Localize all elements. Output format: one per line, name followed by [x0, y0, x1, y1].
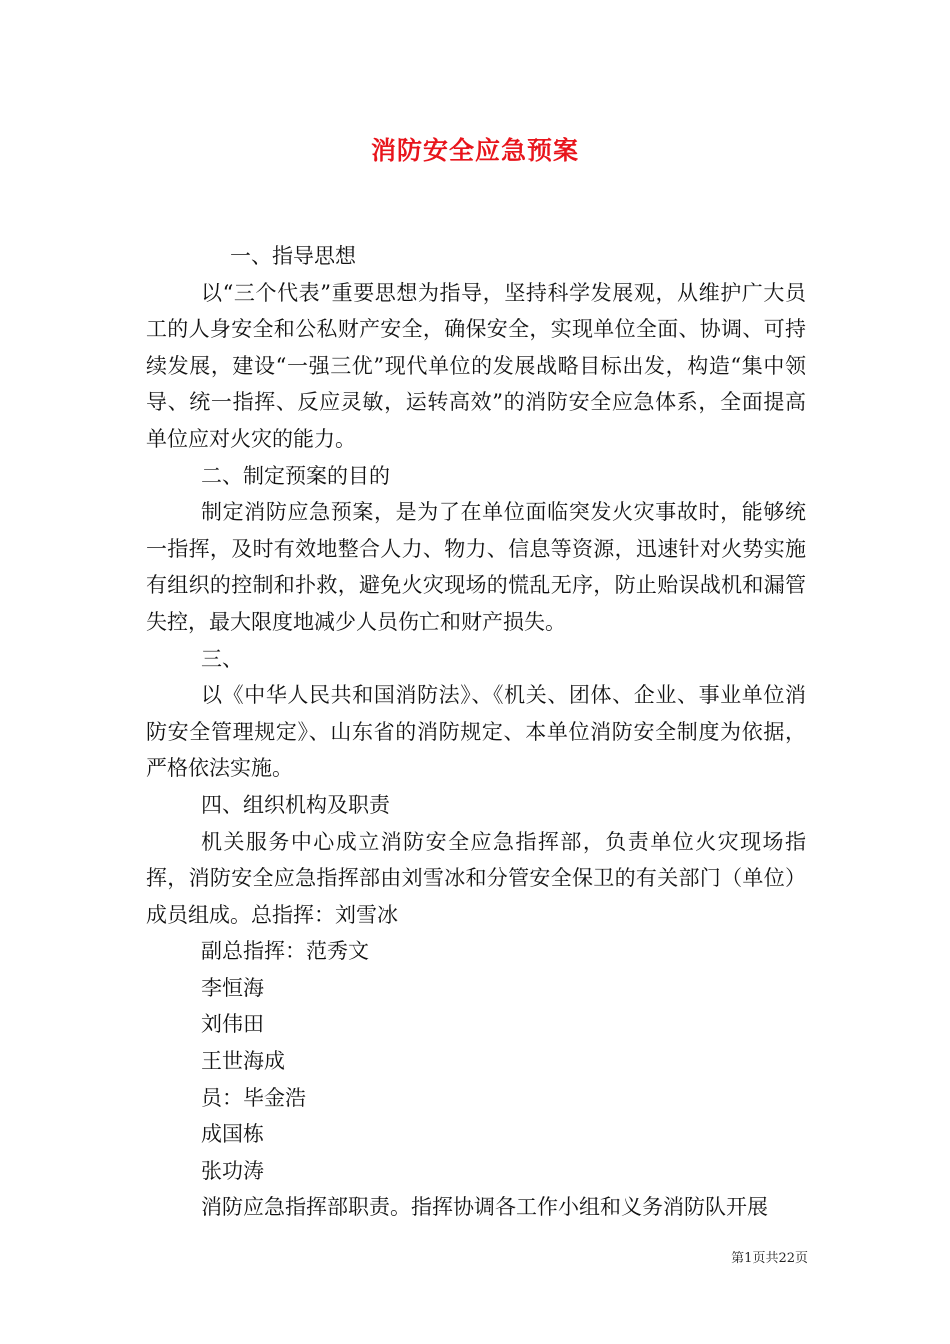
paragraph: 以《中华人民共和国消防法》、《机关、团体、企业、事业单位消防安全管理规定》、山东省的消防规定、本单位消防安全制度为依据，严格依法实施。 — [146, 683, 806, 781]
list-line: 张功涛 — [201, 1158, 264, 1183]
page-number: 第1页共22页 — [731, 1251, 808, 1266]
paragraph: 以“三个代表”重要思想为指导，坚持科学发展观，从维护广大员工的人身安全和公私财产安全，确保安全，实现单位全面、协调、可持续发展，建设“一强三优”现代单位的发展战略目标出发，构造“集中领导、统一指挥、反应灵敏，运转高效”的消防安全应急体系，全面提高单位应对火灾的能力。 — [146, 280, 806, 451]
list-line: 副总指挥：范秀文 — [201, 939, 369, 964]
document-body — [146, 238, 806, 1226]
list-line: 刘伟田 — [201, 1012, 264, 1037]
paragraph: 制定消防应急预案，是为了在单位面临突发火灾事故时，能够统一指挥，及时有效地整合人力、物力、信息等资源，迅速针对火势实施有组织的控制和扑救，避免火灾现场的慌乱无序，防止贻误战机和漏管失控，最大限度地减少人员伤亡和财产损失。 — [146, 500, 806, 634]
section-heading: 三、 — [201, 646, 243, 671]
section-heading: 一、指导思想 — [230, 244, 356, 268]
list-line: 李恒海 — [201, 975, 264, 1000]
section-heading: 四、组织机构及职责 — [201, 792, 390, 817]
section-heading: 二、制定预案的目的 — [201, 463, 390, 488]
list-line: 员：毕金浩 — [201, 1085, 306, 1110]
list-line: 成国栋 — [201, 1122, 264, 1147]
document-title: 消防安全应急预案 — [370, 136, 579, 165]
list-line: 王世海成 — [201, 1049, 285, 1074]
paragraph: 机关服务中心成立消防安全应急指挥部，负责单位火灾现场指挥，消防安全应急指挥部由刘雪冰和分管安全保卫的有关部门（单位）成员组成。总指挥：刘雪冰 — [146, 829, 806, 927]
paragraph: 消防应急指挥部职责。指挥协调各工作小组和义务消防队开展 — [201, 1195, 768, 1220]
